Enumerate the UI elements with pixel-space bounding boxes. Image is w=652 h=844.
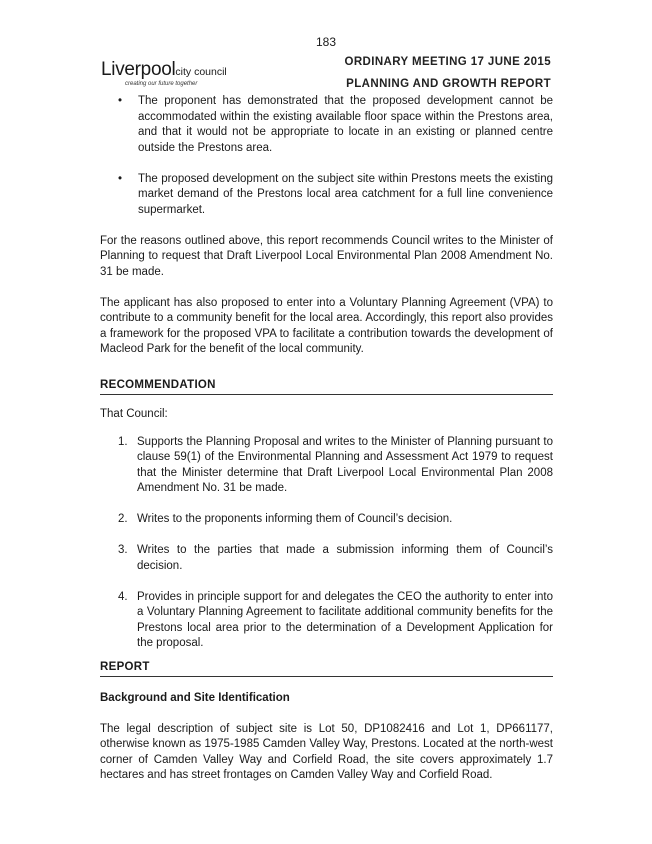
document-body — [100, 94, 553, 784]
bullet-text: The proponent has demonstrated that the proposed development cannot be accommodated within the existing available floor space within the Prestons area, and that it would not be appropriate to locate in an existing or planned centre outside the Prestons area. — [138, 95, 553, 154]
item-number: 2. — [118, 513, 128, 525]
recommendation-item — [100, 512, 553, 528]
bullet-list — [100, 94, 553, 218]
logo-tagline: creating our future together — [125, 81, 198, 87]
recommendation-heading: RECOMMENDATION — [100, 378, 553, 396]
bullet-item — [100, 94, 553, 156]
paragraph-site-description: The legal description of subject site is Lot 50, DP1082416 and Lot 1, DP661177, otherwise known as 1975-1985 Camden Valley Way, Prestons. Located at the north-west corner of Camden Valley Way and Corfield Road, the site covers approximately 1.7 hectares and has street frontages on Camden Valley Way and Corfield Road. — [100, 722, 553, 781]
paragraph-reasons: For the reasons outlined above, this report recommends Council writes to the Minister of Planning to request that Draft Liverpool Local Environmental Plan 2008 Amendment No. 31 be made. — [100, 234, 553, 278]
page-number: 183 — [315, 35, 337, 49]
item-number: 1. — [118, 435, 128, 448]
item-text: Writes to the parties that made a submission informing them of Council’s decision. — [137, 544, 553, 572]
recommendation-item — [100, 590, 553, 652]
item-text: Writes to the proponents informing them of Council’s decision. — [137, 513, 453, 525]
recommendation-item — [100, 435, 553, 497]
logo-wordmark — [101, 60, 227, 82]
council-logo — [101, 60, 227, 87]
bullet-text: The proposed development on the subject site within Prestons meets the existing market demand of the Prestons local area catchment for a full line convenience supermarket. — [138, 172, 553, 216]
logo-city-text: city council — [175, 66, 227, 78]
recommendation-list — [100, 435, 553, 652]
report-title: PLANNING AND GROWTH REPORT — [346, 78, 551, 90]
report-heading: REPORT — [100, 660, 553, 678]
paragraph-vpa: The applicant has also proposed to enter into a Voluntary Planning Agreement (VPA) to contribute to a community benefit for the local area. Accordingly, this report also provides a framework for the proposed VPA to facilitate a contribution towards the development of Macleod Park for the benefit of the local community. — [100, 296, 553, 355]
logo-main-text: Liverpool — [101, 59, 176, 80]
item-text: Provides in principle support for and delegates the CEO the authority to enter into a Voluntary Planning Agreement to facilitate additional community benefits for the Prestons local area prior to the determination of a Development Application for the proposal. — [137, 590, 553, 649]
item-number: 4. — [118, 590, 128, 603]
bullet-item — [100, 172, 553, 219]
recommendation-intro: That Council: — [100, 408, 168, 420]
bullet-symbol: • — [118, 172, 123, 185]
section-subheading: Background and Site Identification — [100, 692, 290, 704]
recommendation-item — [100, 543, 553, 574]
bullet-symbol: • — [118, 95, 123, 107]
meeting-title: ORDINARY MEETING 17 JUNE 2015 — [344, 56, 551, 68]
item-number: 3. — [118, 544, 128, 556]
item-text: Supports the Planning Proposal and writes to the Minister of Planning pursuant to clause 59(1) of the Environmental Planning and Assessment Act 1979 to request that the Minister determine that Draft Liverpool Local Environmental Plan 2008 Amendment No. 31 be made. — [137, 435, 553, 494]
